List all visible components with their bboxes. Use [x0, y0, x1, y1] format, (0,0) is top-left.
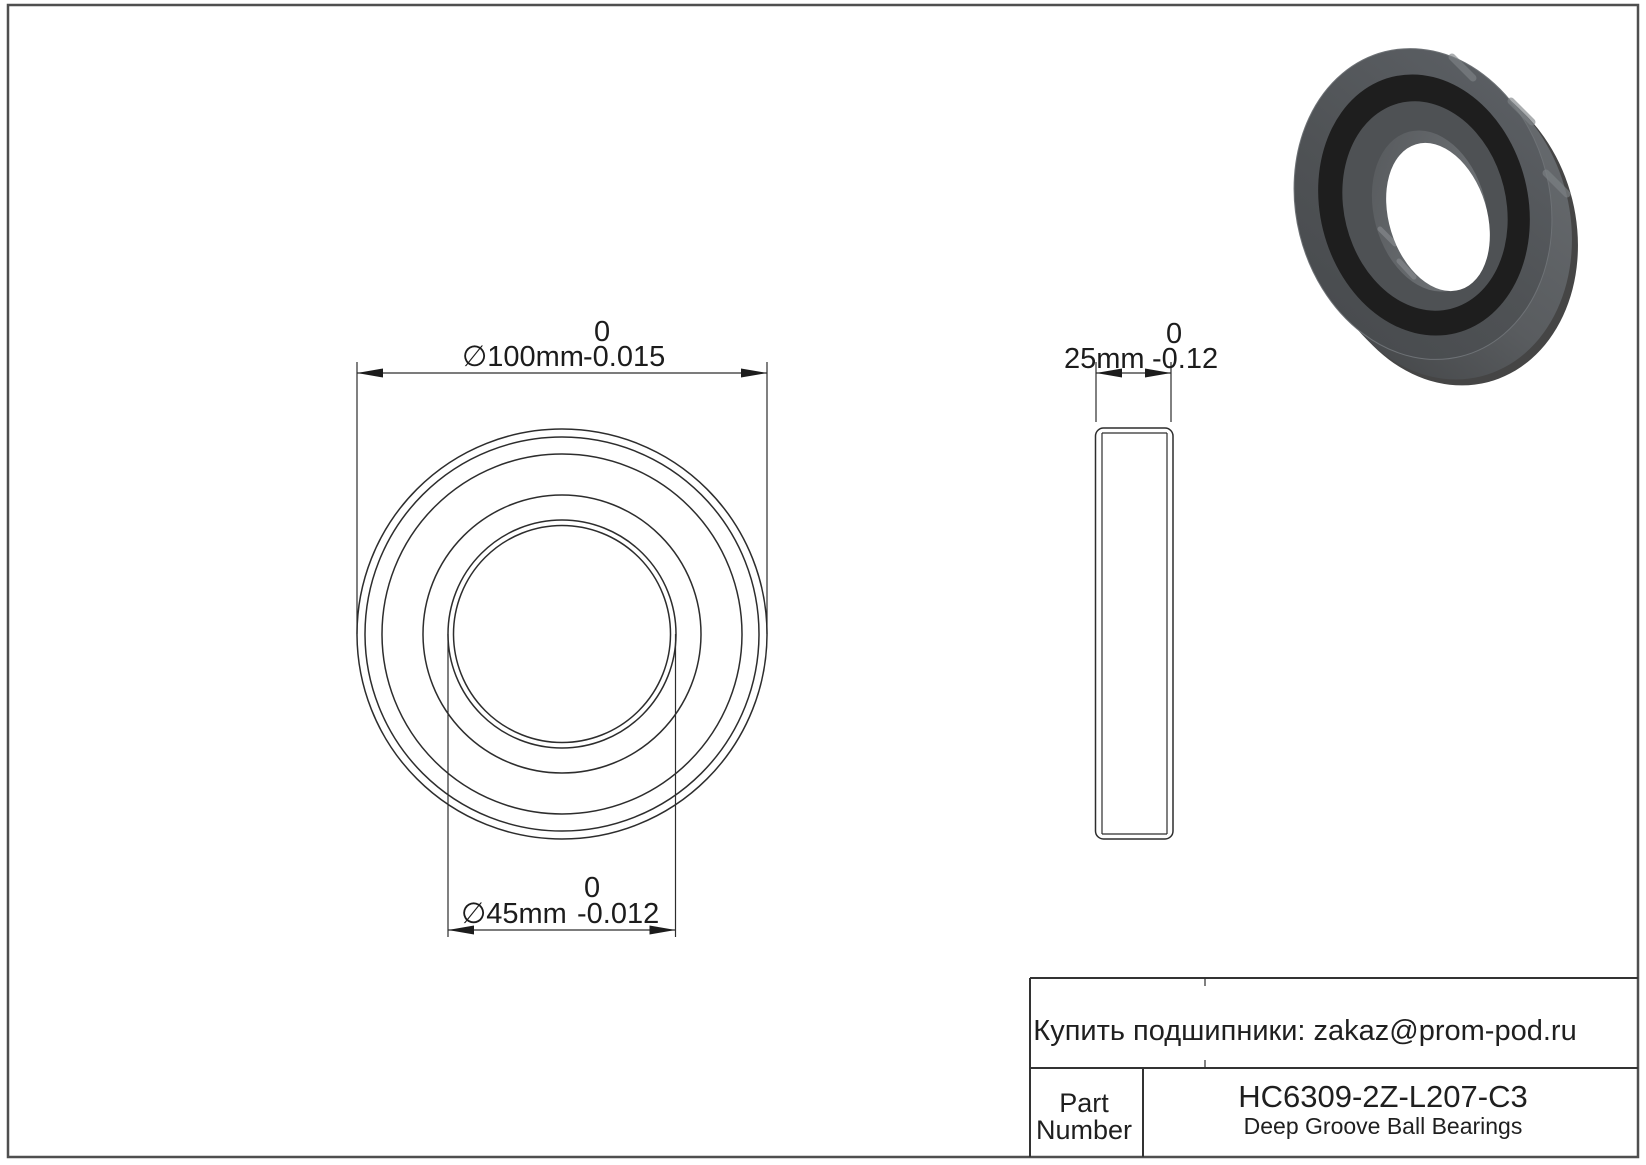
dimension-upper-tolerance: 0: [584, 872, 601, 904]
product-type-text: Deep Groove Ball Bearings: [1243, 1113, 1523, 1139]
dimension-value: 25mm: [1064, 343, 1145, 375]
dimension-upper-tolerance: 0: [1166, 318, 1183, 350]
dimension-upper-tolerance: 0: [594, 316, 611, 348]
dimension-value: ∅100mm: [462, 341, 584, 373]
dimension-lower-tolerance: -0.012: [577, 898, 660, 930]
dimension-value: ∅45mm: [461, 898, 567, 930]
part-label-line1: Part: [1059, 1088, 1109, 1118]
contact-text: Купить подшипники: zakaz@prom-pod.ru: [1033, 1015, 1577, 1047]
part-label-line2: Number: [1035, 1115, 1133, 1145]
dimension-lower-tolerance: -0.12: [1152, 343, 1219, 375]
dimension-lower-tolerance: -0.015: [583, 341, 666, 373]
part-number-text: HC6309-2Z-L207-C3: [1238, 1079, 1528, 1114]
